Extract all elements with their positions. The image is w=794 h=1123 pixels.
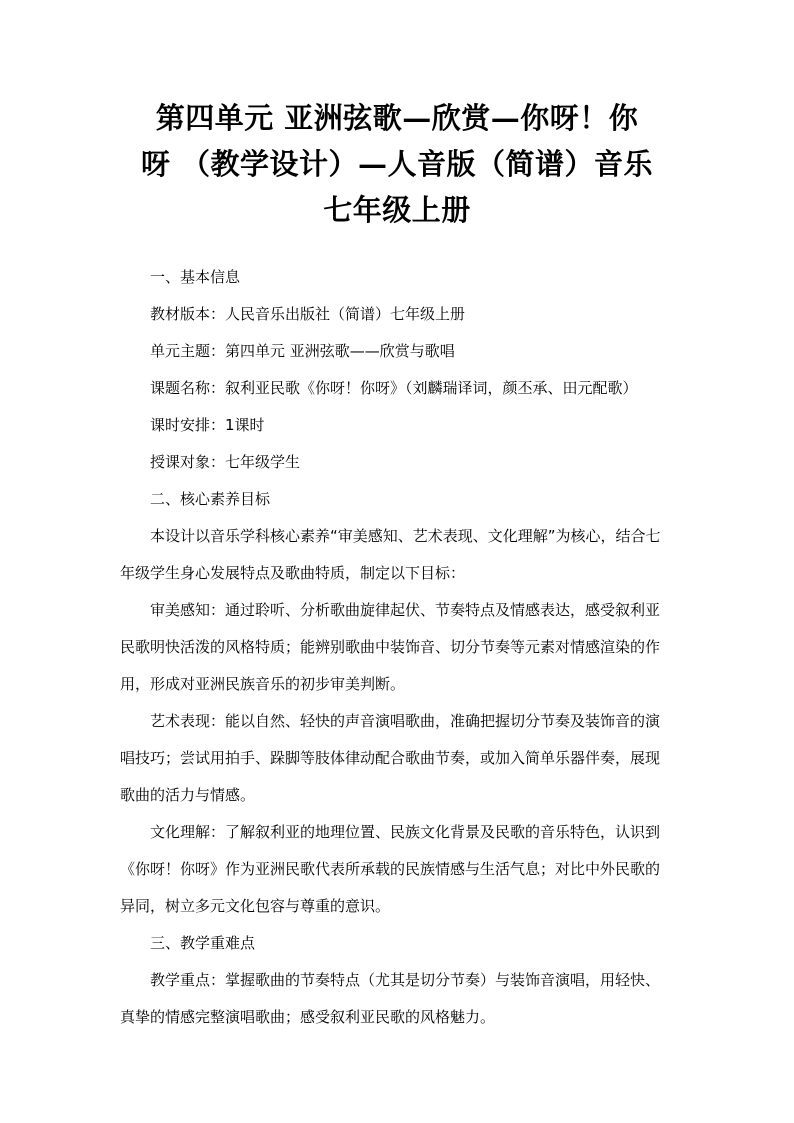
document-title: [120, 95, 674, 233]
aesthetic-perception-paragraph: 审美感知：通过聆听、分析歌曲旋律起伏、节奏特点及情感表达，感受叙利亚民歌明快活泼的风格特质；能辨别歌曲中装饰音、切分节奏等元素对情感渲染的作用，形成对亚洲民族音乐的初步审美判断。: [120, 601, 661, 693]
teaching-focus-paragraph: 教学重点：掌握歌曲的节奏特点（尤其是切分节奏）与装饰音演唱，用轻快、真挚的情感完整演唱歌曲；感受叙利亚民歌的风格魅力。: [120, 971, 661, 1026]
lesson-title: 课题名称：叙利亚民歌《你呀！你呀》（刘麟瑞译词，颜丕承、田元配歌）: [150, 379, 638, 397]
class-hours: 课时安排：1课时: [150, 416, 265, 434]
textbook-version: 教材版本：人民音乐出版社（简谱）七年级上册: [150, 305, 466, 323]
target-students: 授课对象：七年级学生: [150, 453, 301, 471]
unit-theme: 单元主题：第四单元 亚洲弦歌——欣赏与歌唱: [150, 342, 455, 360]
title-line-2: 呀 （教学设计）—人音版（简谱）音乐: [140, 147, 654, 181]
cultural-understanding-paragraph: 文化理解：了解叙利亚的地理位置、民族文化背景及民歌的音乐特色，认识到《你呀！你呀》作为亚洲民歌代表所承载的民族情感与生活气息；对比中外民歌的异同，树立多元文化包容与尊重的意识。: [120, 823, 661, 915]
section-heading-core-goals: 二、核心素养目标: [150, 490, 271, 508]
section-heading-key-points: 三、教学重难点: [150, 934, 256, 952]
section-heading-basic-info: 一、基本信息: [150, 268, 241, 286]
artistic-expression-paragraph: 艺术表现：能以自然、轻快的声音演唱歌曲，准确把握切分节奏及装饰音的演唱技巧；尝试用拍手、跺脚等肢体律动配合歌曲节奏，或加入简单乐器伴奏，展现歌曲的活力与情感。: [120, 712, 661, 804]
goals-intro-paragraph: 本设计以音乐学科核心素养“审美感知、艺术表现、文化理解”为核心，结合七年级学生身心发展特点及歌曲特质，制定以下目标：: [120, 527, 661, 582]
document-body: [120, 259, 674, 1036]
title-line-1: 第四单元 亚洲弦歌—欣赏—你呀！你: [155, 101, 639, 135]
title-line-3: 七年级上册: [323, 193, 471, 227]
